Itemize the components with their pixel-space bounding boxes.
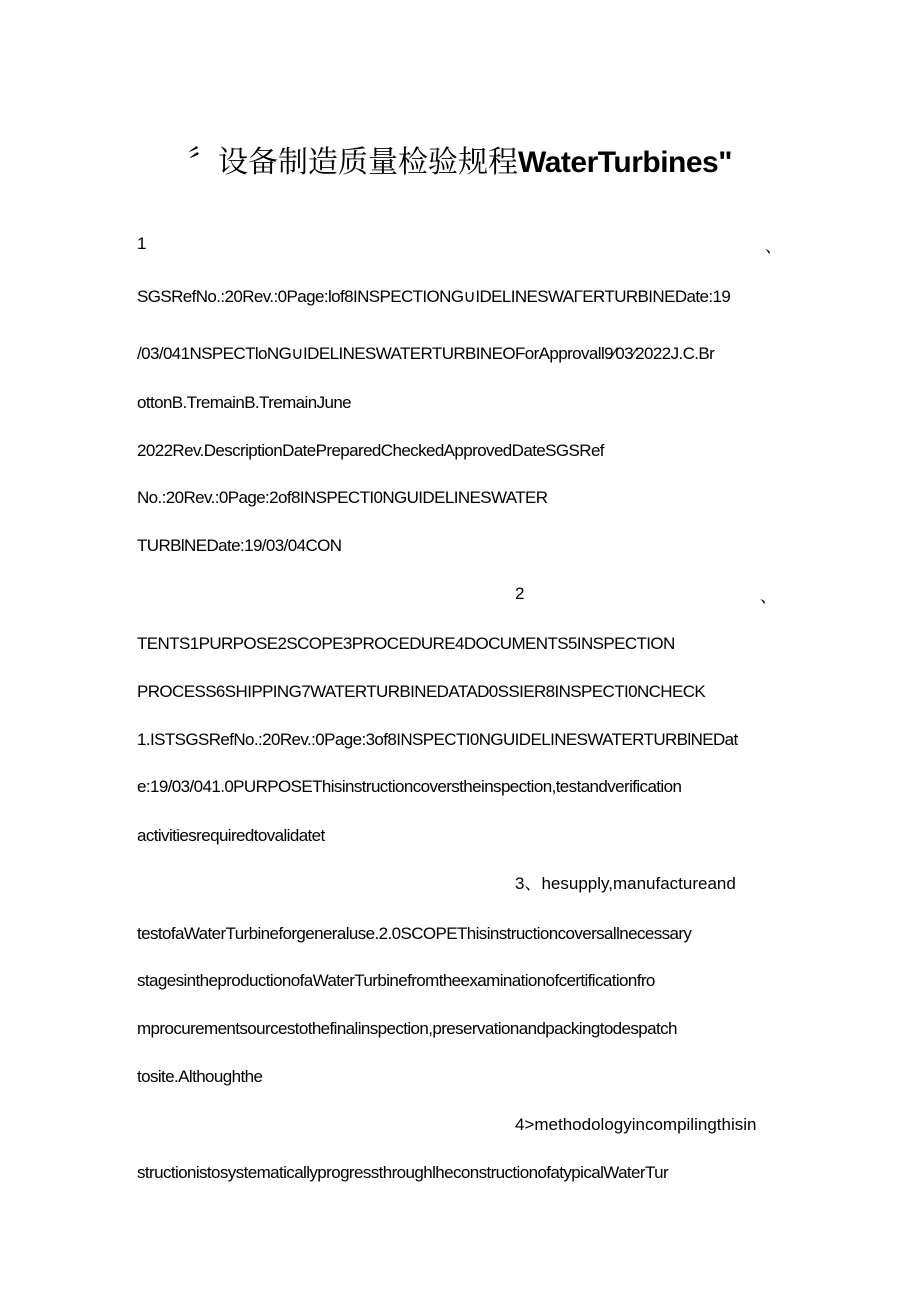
- section-number-3: 3、hesupply,manufactureand: [515, 874, 736, 893]
- section-number-1: 1: [137, 234, 147, 253]
- text-line: 1.ISTSGSRefNo.:20Rev.:0Page:3of8INSPECTI0NGUIDELINESWATERTURBlNEDat: [137, 730, 738, 749]
- title-english: WaterTurbines": [518, 146, 732, 179]
- section-number-2: 2: [515, 584, 525, 603]
- enumeration-mark-2: 、: [760, 587, 777, 606]
- enumeration-mark-1: 、: [765, 237, 782, 256]
- text-line: testofaWaterTurbineforgeneraluse.2.0SCOPEThisinstructioncoversallnecessary: [137, 924, 692, 943]
- text-line: ottonB.TremainB.TremainJune: [137, 393, 352, 412]
- text-line: activitiesrequiredtovalidatet: [137, 826, 325, 845]
- text-line: structionistosystematicallyprogressthroughlheconstructionofatypicalWaterTur: [137, 1163, 669, 1182]
- text-line: PROCESS6SHIPPING7WATERTURBINEDATAD0SSIER8INSPECTI0NCHECK: [137, 682, 706, 701]
- text-line: No.:20Rev.:0Page:2of8INSPECTI0NGUIDELINESWATER: [137, 488, 548, 507]
- text-line: TENTS1PURPOSE2SCOPE3PROCEDURE4DOCUMENTS5INSPECTION: [137, 634, 675, 653]
- text-line: TURBlNEDate:19/03/04CON: [137, 536, 342, 555]
- text-line: 2022Rev.DescriptionDatePreparedCheckedApprovedDateSGSRef: [137, 441, 604, 460]
- section-number-4: 4>methodologyincompilingthisin: [515, 1115, 757, 1134]
- text-line: tosite.Althoughthe: [137, 1067, 263, 1086]
- text-line: SGSRefNo.:20Rev.:0Page:lof8INSPECTIONG∪IDELINESWAΓERTURBINEDate:19: [137, 287, 731, 306]
- text-line: stagesintheproductionofaWaterTurbinefromtheexaminationofcertificationfro: [137, 971, 655, 990]
- text-line: mprocurementsourcestothefinalinspection,preservationandpackingtodespatch: [137, 1019, 677, 1038]
- page-title: [0, 138, 920, 188]
- title-chinese: 〞设备制造质量检验规程: [188, 146, 519, 179]
- text-line: /03/041NSPECTloNG∪IDELINESWATERTURBINEOForApprovall9⁄03⁄2022J.C.Br: [137, 344, 715, 363]
- text-line: e:19/03/041.0PURPOSEThisinstructioncoverstheinspection,testandverification: [137, 777, 682, 796]
